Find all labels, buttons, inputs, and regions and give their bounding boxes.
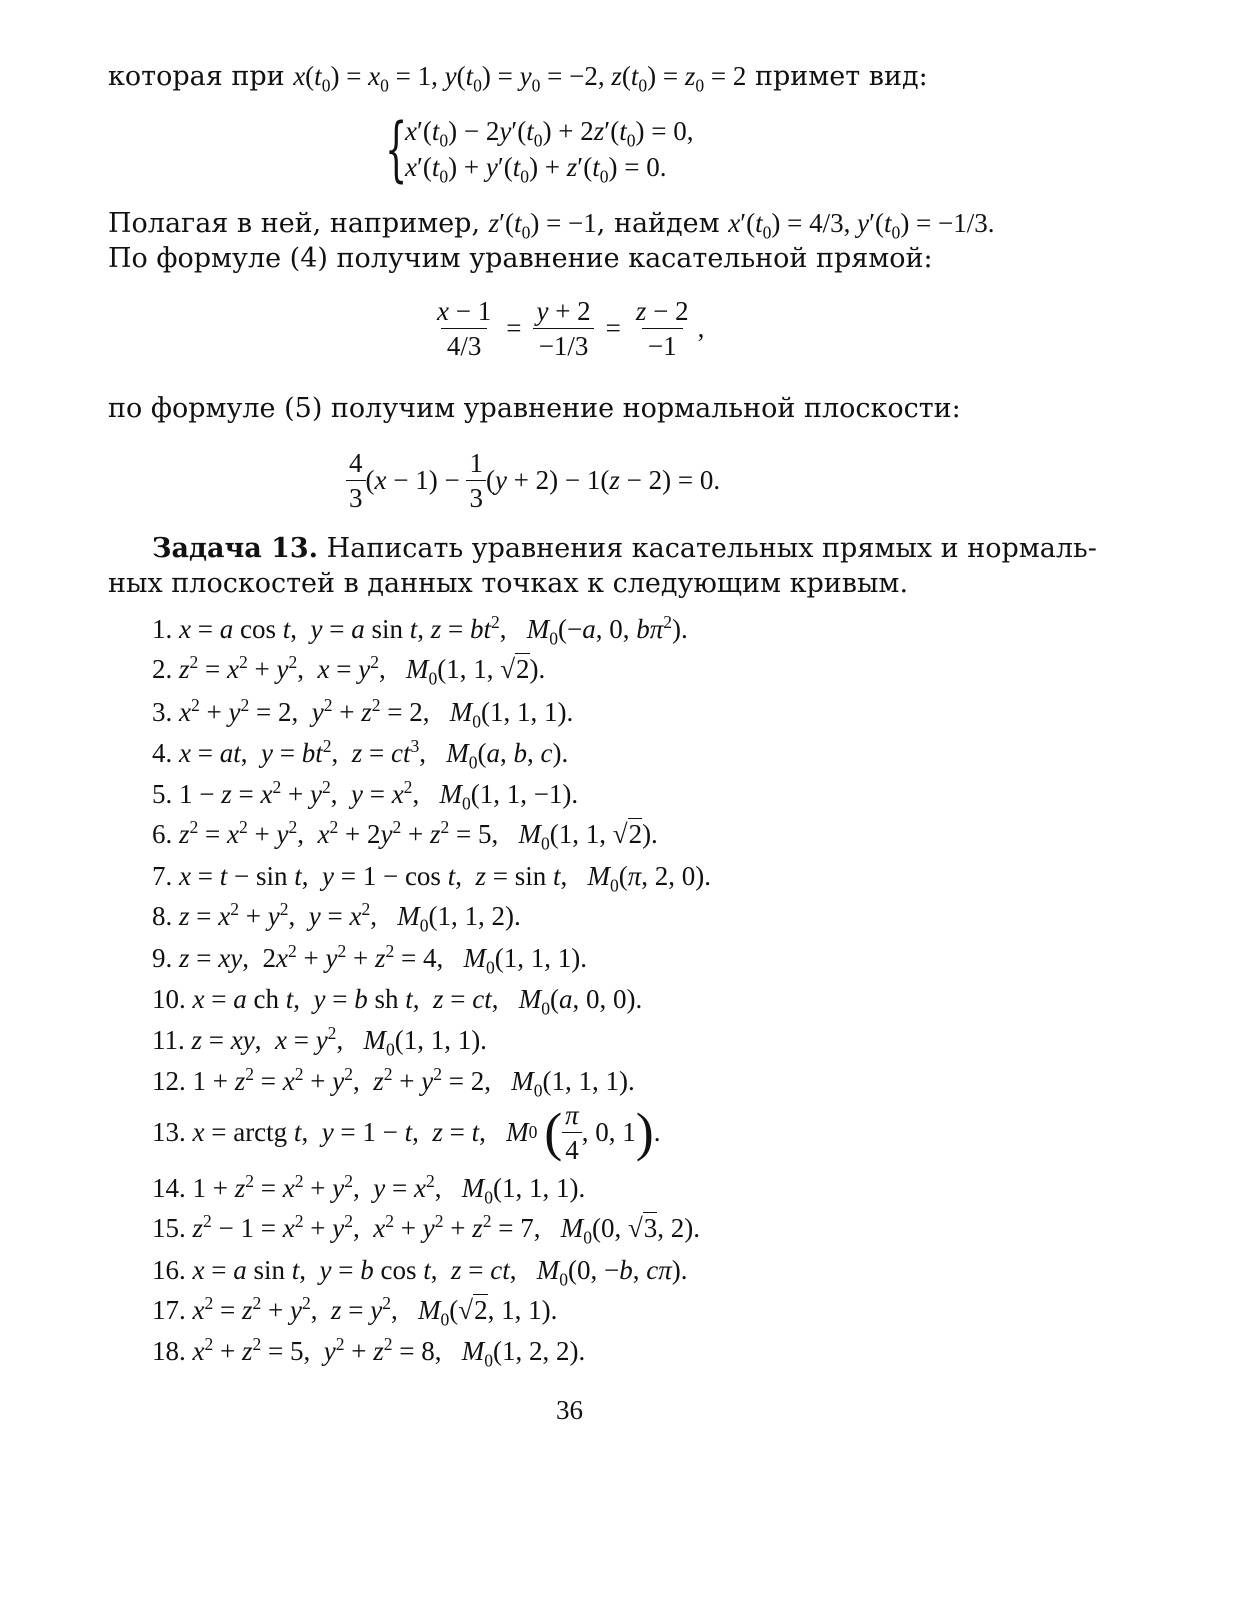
- list-item: 10. x = a ch t, y = b sh t, z = ct, $M_0(a$, 0, 0).: [152, 984, 643, 1019]
- list-item: 4. x = at, $y = bt^2$, $z = ct^3$, $M_0(a$, b, c).: [152, 736, 569, 773]
- list-item: 11. z = xy, $x = y^2$, $M_0(1$, 1, 1).: [152, 1023, 487, 1060]
- item-number: 16.: [152, 1255, 186, 1285]
- item-number: 10.: [152, 984, 186, 1014]
- task-line1: [152, 533, 1097, 565]
- item-number: 18.: [152, 1336, 186, 1366]
- paragraph1-mid: , найдем: [596, 208, 729, 239]
- paragraph1-prefix: Полагая в ней, например,: [108, 208, 489, 239]
- intro-suffix: примет вид:: [746, 61, 928, 92]
- task-line2: ных плоскостей в данных точках к следующим кривым.: [108, 568, 909, 599]
- list-item: 2. $z^2 = x^2 + y^2$, $x = y^2$, $M_0(1$, 1, √2).: [152, 652, 546, 689]
- item-number: 8.: [152, 901, 173, 931]
- item-number: 12.: [152, 1066, 186, 1096]
- intro-prefix: которая при: [108, 61, 294, 92]
- item-number: 4.: [152, 738, 173, 768]
- item-number: 14.: [152, 1173, 186, 1203]
- item-number: 1.: [152, 614, 173, 644]
- item-number: 7.: [152, 861, 173, 891]
- left-brace: {: [385, 108, 408, 190]
- item-number: 11.: [152, 1025, 185, 1055]
- list-item: 8. $z = x^2 + y^2$, $y = x^2$, $M_0(1$, 1, 2).: [152, 899, 521, 936]
- list-item: 9. z = xy, $2x^2 + y^2 + z^2 = 4$, $M_0(1$, 1, 1).: [152, 941, 587, 978]
- item-number: 2.: [152, 654, 173, 684]
- item-number: 13.: [152, 1117, 186, 1147]
- system-row-2: $x'(t_0) + y'(t_0) + z'(t_0) = 0$.: [405, 152, 667, 187]
- list-item: 12. $1 + z^2 = x^2 + y^2$, $z^2 + y^2 = 2$, $M_0(1$, 1, 1).: [152, 1064, 635, 1101]
- item-number: 6.: [152, 819, 173, 849]
- system-row-1: $x'(t_0) - 2y'(t_0) + 2z'(t_0) = 0$,: [405, 116, 694, 151]
- list-item: 18. $x^2 + z^2 = 5$, $y^2 + z^2 = 8$, $M_0(1$, 2, 2).: [152, 1334, 586, 1371]
- list-item: 6. $z^2 = x^2 + y^2$, $x^2 + 2y^2 + z^2 = 5$, $M_0(1$, 1, √2).: [152, 817, 658, 854]
- list-item: 1. x = a cos t, y = a sin t, $z = bt^2$, $M_0(-a$, 0, $b\pi^2$).: [152, 612, 688, 649]
- normal-plane-equation: $\frac{4}{3}$ ( x − 1) − $\frac{1}{3}$ ( y + 2) − 1( z − 2) = 0.: [346, 448, 720, 513]
- item-number: 9.: [152, 943, 173, 973]
- item-number: 15.: [152, 1213, 186, 1243]
- list-item: 3. $x^2 + y^2 = 2$, $y^2 + z^2 = 2$, $M_0(1$, 1, 1).: [152, 695, 574, 732]
- paragraph2: по формуле (5) получим уравнение нормальной плоскости:: [108, 393, 961, 424]
- paragraph1-line1: Полагая в ней, например, $z'(t_0) = -1$, найдем $x'(t_0) = 4/3$, $y'(t_0) = -1/3$.: [108, 208, 995, 243]
- list-item: 15. $z^2 - 1 = x^2 + y^2$, $x^2 + y^2 + z^2 = 7$, $M_0(0$, √3, 2).: [152, 1211, 701, 1248]
- page-number: 36: [556, 1395, 583, 1425]
- item-number: 17.: [152, 1295, 186, 1325]
- task-title: Задача 13.: [152, 533, 319, 564]
- list-item: 14. $1 + z^2 = x^2 + y^2$, $y = x^2$, $M_0(1$, 1, 1).: [152, 1171, 586, 1208]
- list-item: 7. x = t − sin t, y = 1 − cos t, z = sin t, $M_0(\pi$, 2, 0).: [152, 861, 712, 896]
- task-text-1: Написать уравнения касательных прямых и нормаль-: [318, 533, 1097, 564]
- item-number: 5.: [152, 779, 173, 809]
- list-item: 13. x = arctg t , y = 1 − t , z = t , M 0 ( $\frac{\pi}{4}$ , 0, 1 ) .: [152, 1099, 661, 1165]
- list-item: 17. $x^2 = z^2 + y^2$, $z = y^2$, $M_0(√2$, 1, 1).: [152, 1293, 558, 1330]
- list-item: 5. $1 - z = x^2 + y^2$, $y = x^2$, $M_0(1$, 1, −1).: [152, 777, 579, 814]
- intro-line: которая при $x(t_0) = x_0 = 1$, $y(t_0) = y_0 = -2$, $z(t_0) = z_0 = 2$ примет вид:: [108, 61, 928, 96]
- paragraph1-line2: По формуле (4) получим уравнение касательной прямой:: [108, 243, 933, 274]
- list-item: 16. x = a sin t, y = b cos t, z = ct, $M_0(0$, −b, cπ).: [152, 1255, 688, 1290]
- tangent-line-equation: $\frac{x - 1}{4/3}$ = $\frac{y + 2}{-1/3}$ = $\frac{z - 2}{-1}$ ,: [437, 296, 705, 361]
- item-number: 3.: [152, 697, 173, 727]
